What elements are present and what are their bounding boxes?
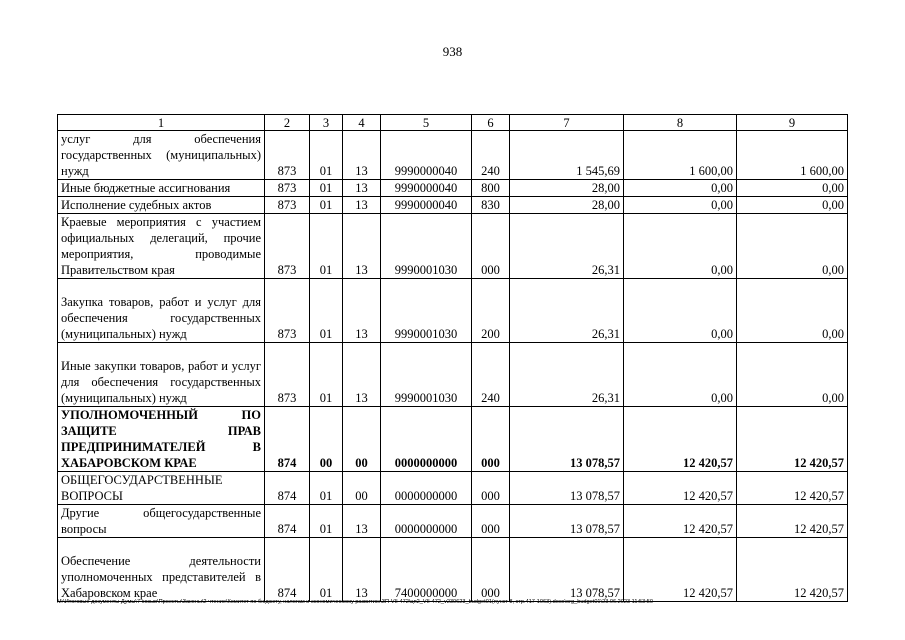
cell-code-6: 800 [472,180,510,197]
cell-code-3: 00 [310,407,343,472]
cell-code-3: 01 [310,180,343,197]
cell-amount-8: 0,00 [624,180,737,197]
cell-code-2: 873 [265,343,310,407]
row-name: Краевые мероприятия с участием официальных делегаций, прочие мероприятия, проводимые Правительством края [58,214,265,279]
cell-amount-7: 26,31 [510,214,624,279]
cell-amount-7: 13 078,57 [510,505,624,538]
header-cell: 7 [510,115,624,131]
header-cell: 5 [381,115,472,131]
cell-code-3: 01 [310,472,343,505]
document-path-footer: М:\Итоговые документы Думы\7 созыв\Проекты\Законы\2 чтение\Комитет по бюджету, налогам и экономическому развитию\ЗП-VII-472\цп2_VII-472_v230623_budget01(пункт 8, стр.417-1063).docx\org_budget01\23.06.2023 11:53:50 [57,599,653,605]
header-cell: 6 [472,115,510,131]
budget-table [57,114,848,602]
cell-code-2: 873 [265,131,310,180]
cell-code-2: 874 [265,505,310,538]
cell-amount-9: 1 600,00 [737,131,848,180]
cell-amount-7: 26,31 [510,343,624,407]
table-row [58,214,848,279]
cell-code-6: 000 [472,214,510,279]
header-row [58,115,848,131]
cell-code-3: 01 [310,279,343,343]
cell-amount-9: 12 420,57 [737,407,848,472]
cell-code-3: 01 [310,214,343,279]
cell-amount-9: 12 420,57 [737,472,848,505]
cell-amount-8: 12 420,57 [624,407,737,472]
cell-amount-9: 0,00 [737,214,848,279]
cell-code-5: 9990001030 [381,343,472,407]
row-name: Исполнение судебных актов [58,197,265,214]
cell-amount-7: 28,00 [510,197,624,214]
cell-amount-7: 13 078,57 [510,472,624,505]
cell-code-4: 00 [343,407,381,472]
cell-amount-9: 0,00 [737,180,848,197]
cell-amount-9: 0,00 [737,197,848,214]
cell-code-5: 9990001030 [381,279,472,343]
cell-code-4: 13 [343,214,381,279]
cell-amount-8: 0,00 [624,343,737,407]
table-row [58,538,848,602]
cell-code-2: 873 [265,180,310,197]
cell-code-6: 000 [472,472,510,505]
cell-code-4: 13 [343,279,381,343]
row-name: Другие общегосударственные вопросы [58,505,265,538]
cell-code-6: 830 [472,197,510,214]
cell-code-4: 13 [343,505,381,538]
cell-code-2: 874 [265,407,310,472]
header-cell: 2 [265,115,310,131]
header-cell: 9 [737,115,848,131]
cell-amount-7: 13 078,57 [510,538,624,602]
row-name: Закупка товаров, работ и услуг для обеспечения государственных (муниципальных) нужд [58,279,265,343]
cell-code-4: 13 [343,343,381,407]
cell-amount-8: 0,00 [624,279,737,343]
row-name: услуг для обеспечения государственных (муниципальных) нужд [58,131,265,180]
header-cell: 1 [58,115,265,131]
cell-code-5: 0000000000 [381,472,472,505]
cell-amount-9: 12 420,57 [737,538,848,602]
cell-amount-8: 12 420,57 [624,472,737,505]
cell-amount-7: 28,00 [510,180,624,197]
row-name: УПОЛНОМОЧЕННЫЙ ПО ЗАЩИТЕ ПРАВ ПРЕДПРИНИМАТЕЛЕЙ В ХАБАРОВСКОМ КРАЕ [58,407,265,472]
table-row [58,279,848,343]
cell-code-6: 000 [472,538,510,602]
cell-code-6: 240 [472,131,510,180]
cell-amount-8: 12 420,57 [624,505,737,538]
cell-code-3: 01 [310,538,343,602]
cell-code-4: 13 [343,538,381,602]
cell-code-2: 874 [265,472,310,505]
cell-amount-9: 0,00 [737,343,848,407]
table-row [58,472,848,505]
cell-code-2: 873 [265,214,310,279]
cell-code-4: 13 [343,197,381,214]
cell-amount-8: 0,00 [624,214,737,279]
cell-amount-9: 0,00 [737,279,848,343]
table-row [58,343,848,407]
cell-amount-8: 12 420,57 [624,538,737,602]
row-name: Иные бюджетные ассигнования [58,180,265,197]
cell-code-5: 9990001030 [381,214,472,279]
cell-amount-7: 1 545,69 [510,131,624,180]
table-row [58,180,848,197]
cell-code-4: 13 [343,131,381,180]
cell-code-5: 9990000040 [381,131,472,180]
cell-amount-9: 12 420,57 [737,505,848,538]
cell-code-5: 9990000040 [381,180,472,197]
cell-code-6: 240 [472,343,510,407]
header-cell: 8 [624,115,737,131]
cell-code-2: 873 [265,279,310,343]
table-row [58,505,848,538]
cell-code-6: 200 [472,279,510,343]
header-cell: 4 [343,115,381,131]
row-name: Обеспечение деятельности уполномоченных представителей в Хабаровском крае [58,538,265,602]
cell-code-6: 000 [472,505,510,538]
cell-code-3: 01 [310,197,343,214]
cell-code-5: 0000000000 [381,505,472,538]
cell-code-6: 000 [472,407,510,472]
row-name: Иные закупки товаров, работ и услуг для обеспечения государственных (муниципальных) нужд [58,343,265,407]
table-row [58,197,848,214]
table-row [58,131,848,180]
header-cell: 3 [310,115,343,131]
row-name: ОБЩЕГОСУДАРСТВЕННЫЕ ВОПРОСЫ [58,472,265,505]
cell-code-2: 873 [265,197,310,214]
cell-code-3: 01 [310,131,343,180]
cell-code-4: 00 [343,472,381,505]
cell-amount-7: 13 078,57 [510,407,624,472]
page-number: 938 [442,44,463,59]
cell-code-5: 9990000040 [381,197,472,214]
table-row [58,407,848,472]
cell-code-4: 13 [343,180,381,197]
cell-amount-8: 0,00 [624,197,737,214]
cell-code-5: 0000000000 [381,407,472,472]
cell-code-3: 01 [310,505,343,538]
cell-code-3: 01 [310,343,343,407]
cell-amount-7: 26,31 [510,279,624,343]
cell-code-5: 7400000000 [381,538,472,602]
cell-code-2: 874 [265,538,310,602]
cell-amount-8: 1 600,00 [624,131,737,180]
